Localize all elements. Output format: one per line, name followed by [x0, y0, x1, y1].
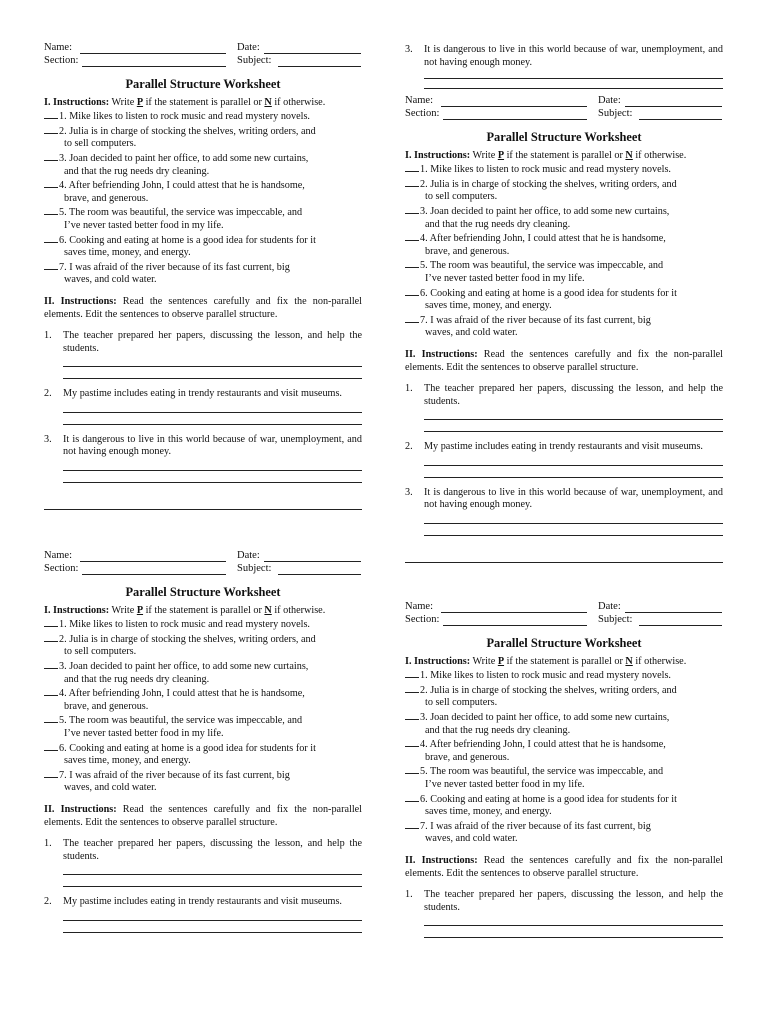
answer-blank[interactable] [44, 768, 58, 778]
part2-instructions [405, 349, 723, 374]
item-text: Joan decided to paint her office, to add some new curtains, [430, 205, 670, 217]
worksheet-title: Parallel Structure Worksheet [486, 130, 642, 144]
item-text: Cooking and eating at home is a good idea for students for it [69, 234, 316, 246]
item-1 [405, 162, 723, 177]
answer-blank[interactable] [44, 205, 58, 215]
section-field[interactable] [443, 119, 587, 120]
instr-text: Write [470, 149, 498, 161]
instr-text: if the statement is parallel or [504, 655, 626, 667]
question-text: My pastime includes eating in trendy restaurants and visit museums. [424, 441, 703, 453]
name-label: Name: [44, 550, 72, 561]
question-number: 3. [44, 433, 52, 445]
question-1 [405, 383, 723, 408]
item-number: 4. [59, 688, 67, 700]
item-3 [405, 204, 723, 231]
answer-line[interactable] [63, 401, 362, 413]
worksheet-title: Parallel Structure Worksheet [486, 636, 642, 650]
item-text-cont: I’ve never tasted better food in my life. [425, 778, 585, 790]
part1-instructions [405, 150, 723, 163]
item-6 [44, 741, 362, 768]
part2-heading: II. Instructions: [44, 803, 117, 815]
item-text: After befriending John, I could attest that he is handsome, [429, 739, 666, 751]
item-number: 3. [59, 152, 67, 164]
answer-blank[interactable] [405, 737, 419, 747]
item-number: 6. [420, 287, 428, 299]
answer-line[interactable] [63, 367, 362, 379]
item-7 [44, 768, 362, 795]
item-text: Mike likes to listen to rock music and read mystery novels. [430, 164, 671, 176]
item-text: Julia is in charge of stocking the shelves, writing orders, and [430, 178, 677, 190]
separator-line [44, 497, 362, 510]
answer-line[interactable] [424, 926, 723, 938]
item-text-cont: I’ve never tasted better food in my life. [64, 219, 224, 231]
item-text-cont: saves time, money, and energy. [64, 247, 191, 259]
answer-line[interactable] [424, 408, 723, 420]
instr-text: if otherwise. [271, 96, 326, 108]
part2-heading: II. Instructions: [44, 295, 117, 307]
item-text: Julia is in charge of stocking the shelves, writing orders, and [430, 684, 677, 696]
answer-line[interactable] [424, 466, 723, 478]
section-row [44, 563, 362, 576]
item-number: 1. [420, 670, 428, 682]
question-number: 1. [405, 889, 413, 901]
answer-blank[interactable] [44, 109, 58, 119]
question-number: 2. [44, 896, 52, 908]
answer-line[interactable] [63, 413, 362, 425]
item-1 [44, 109, 362, 124]
item-2 [44, 124, 362, 151]
name-row [405, 95, 723, 108]
item-text: The room was beautiful, the service was impeccable, and [69, 207, 303, 219]
answer-blank[interactable] [44, 686, 58, 696]
answer-blank[interactable] [405, 204, 419, 214]
part2-instructions [44, 804, 362, 829]
date-label: Date: [598, 95, 621, 106]
question-3 [405, 44, 723, 69]
part1-instructions [405, 656, 723, 669]
answer-blank[interactable] [405, 764, 419, 774]
question-2 [44, 896, 362, 909]
question-number: 1. [44, 330, 52, 342]
question-2 [405, 441, 723, 454]
date-field[interactable] [625, 612, 722, 613]
subject-field[interactable] [278, 66, 361, 67]
item-text-cont: to sell computers. [64, 138, 137, 150]
item-1 [405, 668, 723, 683]
answer-blank[interactable] [405, 668, 419, 678]
name-row [44, 42, 362, 55]
answer-blank[interactable] [44, 260, 58, 270]
part1-heading: I. Instructions: [44, 96, 110, 108]
item-number: 3. [59, 660, 67, 672]
name-field[interactable] [441, 612, 587, 613]
name-field[interactable] [441, 106, 587, 107]
item-text-cont: waves, and cold water. [425, 833, 518, 845]
name-label: Name: [44, 42, 72, 53]
answer-line[interactable] [424, 454, 723, 466]
item-3 [405, 710, 723, 737]
item-number: 7. [420, 820, 428, 832]
item-text: Joan decided to paint her office, to add some new curtains, [69, 152, 309, 164]
item-text: Julia is in charge of stocking the shelves, writing orders, and [69, 125, 316, 137]
question-2 [44, 388, 362, 401]
item-text-cont: brave, and generous. [425, 751, 510, 763]
date-field[interactable] [264, 561, 361, 562]
question-text: My pastime includes eating in trendy restaurants and visit museums. [63, 388, 342, 400]
answer-line [424, 69, 723, 79]
date-label: Date: [237, 42, 260, 53]
worksheet-top-left [44, 42, 362, 510]
section-label: Section: [44, 55, 79, 66]
answer-blank[interactable] [405, 819, 419, 829]
subject-label: Subject: [237, 563, 272, 574]
item-text-cont: saves time, money, and energy. [425, 806, 552, 818]
answer-line[interactable] [63, 471, 362, 483]
item-text: Cooking and eating at home is a good idea for students for it [430, 793, 677, 805]
instr-text: Read the sentences carefully and fix the non-parallel elements. Edit the sentences to observe parallel structure. [405, 348, 723, 373]
answer-blank[interactable] [44, 632, 58, 642]
instr-text: Write [470, 655, 498, 667]
question-text: It is dangerous to live in this world because of war, unemployment, and not having enough money. [424, 486, 723, 511]
answer-blank[interactable] [405, 792, 419, 802]
name-field[interactable] [80, 53, 226, 54]
item-text-cont: and that the rug needs dry cleaning. [425, 724, 571, 736]
item-7 [44, 260, 362, 287]
item-text: Joan decided to paint her office, to add some new curtains, [69, 660, 309, 672]
item-text: I was afraid of the river because of its fast current, big [430, 314, 651, 326]
subject-field[interactable] [278, 574, 361, 575]
item-5 [44, 713, 362, 740]
item-3 [44, 151, 362, 178]
item-text: After befriending John, I could attest that he is handsome, [68, 688, 305, 700]
answer-line[interactable] [63, 875, 362, 887]
section-label: Section: [405, 614, 440, 625]
item-text: The room was beautiful, the service was impeccable, and [430, 766, 664, 778]
item-number: 2. [59, 125, 67, 137]
item-text: I was afraid of the river because of its fast current, big [69, 261, 290, 273]
worksheet-title: Parallel Structure Worksheet [125, 585, 281, 599]
item-4 [44, 178, 362, 205]
item-2 [405, 683, 723, 710]
answer-blank[interactable] [44, 178, 58, 188]
item-4 [405, 231, 723, 258]
worksheet-bottom-left [44, 550, 362, 933]
part2-heading: II. Instructions: [405, 348, 478, 360]
answer-blank[interactable] [405, 313, 419, 323]
p-marker: P [497, 149, 505, 161]
section-row [405, 614, 723, 627]
item-text: Mike likes to listen to rock music and read mystery novels. [69, 619, 310, 631]
part1-heading: I. Instructions: [405, 655, 471, 667]
item-number: 7. [420, 314, 428, 326]
subject-field[interactable] [639, 119, 722, 120]
item-2 [405, 177, 723, 204]
answer-line[interactable] [63, 355, 362, 367]
worksheet-bottom-right [405, 601, 723, 938]
item-text: I was afraid of the river because of its fast current, big [69, 769, 290, 781]
answer-blank[interactable] [44, 741, 58, 751]
item-number: 6. [420, 793, 428, 805]
item-number: 7. [59, 769, 67, 781]
answer-blank[interactable] [405, 286, 419, 296]
answer-line[interactable] [63, 921, 362, 933]
item-text: Mike likes to listen to rock music and read mystery novels. [69, 111, 310, 123]
answer-blank[interactable] [44, 233, 58, 243]
p-marker: P [136, 96, 144, 108]
name-row [405, 601, 723, 614]
item-text: Mike likes to listen to rock music and read mystery novels. [430, 670, 671, 682]
date-field[interactable] [625, 106, 722, 107]
question-number: 3. [405, 486, 413, 498]
date-label: Date: [237, 550, 260, 561]
item-text: Julia is in charge of stocking the shelves, writing orders, and [69, 633, 316, 645]
item-number: 7. [59, 261, 67, 273]
part1-heading: I. Instructions: [44, 604, 110, 616]
item-5 [405, 258, 723, 285]
section-field[interactable] [82, 66, 226, 67]
item-number: 3. [420, 711, 428, 723]
item-number: 6. [59, 742, 67, 754]
name-label: Name: [405, 601, 433, 612]
item-text: I was afraid of the river because of its fast current, big [430, 820, 651, 832]
part1-instructions [44, 97, 362, 110]
item-text-cont: and that the rug needs dry cleaning. [64, 165, 210, 177]
item-text-cont: and that the rug needs dry cleaning. [64, 673, 210, 685]
answer-blank[interactable] [44, 713, 58, 723]
question-1 [405, 889, 723, 914]
item-text-cont: brave, and generous. [425, 245, 510, 257]
p-marker: P [136, 604, 144, 616]
item-2 [44, 632, 362, 659]
item-6 [405, 286, 723, 313]
separator-line [405, 550, 723, 563]
item-text-cont: saves time, money, and energy. [64, 755, 191, 767]
worksheet-right-middle [405, 95, 723, 563]
section-field[interactable] [443, 625, 587, 626]
question-1 [44, 838, 362, 863]
subject-label: Subject: [598, 614, 633, 625]
answer-line [424, 79, 723, 89]
item-text-cont: waves, and cold water. [64, 274, 157, 286]
item-number: 1. [59, 111, 67, 123]
name-field[interactable] [80, 561, 226, 562]
question-3 [405, 487, 723, 512]
item-text-cont: and that the rug needs dry cleaning. [425, 218, 571, 230]
n-marker: N [264, 604, 272, 616]
answer-blank[interactable] [44, 124, 58, 134]
instr-text: Write [109, 96, 137, 108]
answer-line[interactable] [424, 512, 723, 524]
part1-instructions [44, 605, 362, 618]
item-text-cont: to sell computers. [425, 697, 498, 709]
part1-heading: I. Instructions: [405, 149, 471, 161]
item-number: 6. [59, 234, 67, 246]
instr-text: if the statement is parallel or [143, 604, 265, 616]
item-text-cont: brave, and generous. [64, 192, 149, 204]
instr-text: if the statement is parallel or [143, 96, 265, 108]
n-marker: N [625, 149, 633, 161]
question-text: The teacher prepared her papers, discussing the lesson, and help the students. [424, 383, 723, 407]
instr-text: Read the sentences carefully and fix the non-parallel elements. Edit the sentences to observe parallel structure. [44, 295, 362, 320]
answer-blank[interactable] [44, 151, 58, 161]
question-3 [44, 434, 362, 459]
name-label: Name: [405, 95, 433, 106]
part2-heading: II. Instructions: [405, 854, 478, 866]
item-text-cont: to sell computers. [64, 646, 137, 658]
question-text: The teacher prepared her papers, discussing the lesson, and help the students. [63, 330, 362, 354]
item-7 [405, 313, 723, 340]
item-text-cont: saves time, money, and energy. [425, 300, 552, 312]
answer-blank[interactable] [44, 617, 58, 627]
part1-items [44, 109, 362, 287]
item-text-cont: I’ve never tasted better food in my life. [64, 727, 224, 739]
item-number: 4. [420, 739, 428, 751]
section-row [405, 108, 723, 121]
question-1 [44, 330, 362, 355]
section-label: Section: [405, 108, 440, 119]
instr-text: if otherwise. [632, 149, 687, 161]
item-text: The room was beautiful, the service was impeccable, and [69, 715, 303, 727]
instr-text: if otherwise. [271, 604, 326, 616]
item-text: Cooking and eating at home is a good idea for students for it [69, 742, 316, 754]
item-number: 5. [420, 766, 428, 778]
item-5 [405, 764, 723, 791]
name-row [44, 550, 362, 563]
subject-label: Subject: [598, 108, 633, 119]
answer-blank[interactable] [44, 659, 58, 669]
instr-text: Write [109, 604, 137, 616]
date-label: Date: [598, 601, 621, 612]
item-text: After befriending John, I could attest that he is handsome, [68, 180, 305, 192]
question-text: My pastime includes eating in trendy restaurants and visit museums. [63, 896, 342, 908]
instr-text: Read the sentences carefully and fix the non-parallel elements. Edit the sentences to observe parallel structure. [405, 854, 723, 879]
item-5 [44, 205, 362, 232]
question-text: The teacher prepared her papers, discussing the lesson, and help the students. [63, 838, 362, 862]
item-text-cont: waves, and cold water. [425, 327, 518, 339]
worksheet-title: Parallel Structure Worksheet [125, 77, 281, 91]
item-number: 4. [420, 233, 428, 245]
subject-label: Subject: [237, 55, 272, 66]
continuation-block [405, 44, 723, 89]
item-text: The room was beautiful, the service was impeccable, and [430, 260, 664, 272]
answer-blank[interactable] [405, 258, 419, 268]
date-field[interactable] [264, 53, 361, 54]
question-text: It is dangerous to live in this world because of war, unemployment, and not having enough money. [63, 433, 362, 458]
item-number: 2. [59, 633, 67, 645]
item-7 [405, 819, 723, 846]
item-1 [44, 617, 362, 632]
answer-blank[interactable] [405, 683, 419, 693]
question-number: 1. [405, 383, 413, 395]
answer-line[interactable] [63, 909, 362, 921]
item-text: Joan decided to paint her office, to add some new curtains, [430, 711, 670, 723]
question-number: 2. [44, 388, 52, 400]
item-text-cont: I’ve never tasted better food in my life. [425, 272, 585, 284]
item-4 [44, 686, 362, 713]
item-3 [44, 659, 362, 686]
instr-text: if otherwise. [632, 655, 687, 667]
answer-line[interactable] [424, 914, 723, 926]
part1-items [44, 617, 362, 795]
item-text-cont: brave, and generous. [64, 700, 149, 712]
n-marker: N [625, 655, 633, 667]
item-number: 1. [420, 164, 428, 176]
item-number: 1. [59, 619, 67, 631]
answer-blank[interactable] [405, 231, 419, 241]
answer-line[interactable] [424, 524, 723, 536]
part2-instructions [405, 855, 723, 880]
question-text: It is dangerous to live in this world because of war, unemployment, and not having enough money. [424, 44, 723, 68]
item-6 [44, 233, 362, 260]
answer-blank[interactable] [405, 177, 419, 187]
item-text: Cooking and eating at home is a good idea for students for it [430, 287, 677, 299]
n-marker: N [264, 96, 272, 108]
answer-blank[interactable] [405, 710, 419, 720]
question-number: 1. [44, 838, 52, 850]
question-number: 2. [405, 441, 413, 453]
item-number: 5. [420, 260, 428, 272]
question-number: 3. [405, 44, 413, 55]
item-number: 3. [420, 205, 428, 217]
section-field[interactable] [82, 574, 226, 575]
part2-instructions [44, 296, 362, 321]
p-marker: P [497, 655, 505, 667]
item-number: 2. [420, 178, 428, 190]
item-number: 5. [59, 715, 67, 727]
item-4 [405, 737, 723, 764]
instr-text: Read the sentences carefully and fix the non-parallel elements. Edit the sentences to observe parallel structure. [44, 803, 362, 828]
question-text: The teacher prepared her papers, discussing the lesson, and help the students. [424, 889, 723, 913]
item-text-cont: waves, and cold water. [64, 782, 157, 794]
section-label: Section: [44, 563, 79, 574]
item-text-cont: to sell computers. [425, 191, 498, 203]
item-6 [405, 792, 723, 819]
part1-items [405, 668, 723, 846]
answer-line[interactable] [424, 420, 723, 432]
item-number: 2. [420, 684, 428, 696]
item-number: 5. [59, 207, 67, 219]
section-row [44, 55, 362, 68]
part1-items [405, 162, 723, 340]
subject-field[interactable] [639, 625, 722, 626]
answer-line[interactable] [63, 459, 362, 471]
instr-text: if the statement is parallel or [504, 149, 626, 161]
item-number: 4. [59, 180, 67, 192]
item-text: After befriending John, I could attest that he is handsome, [429, 233, 666, 245]
answer-line[interactable] [63, 863, 362, 875]
answer-blank[interactable] [405, 162, 419, 172]
